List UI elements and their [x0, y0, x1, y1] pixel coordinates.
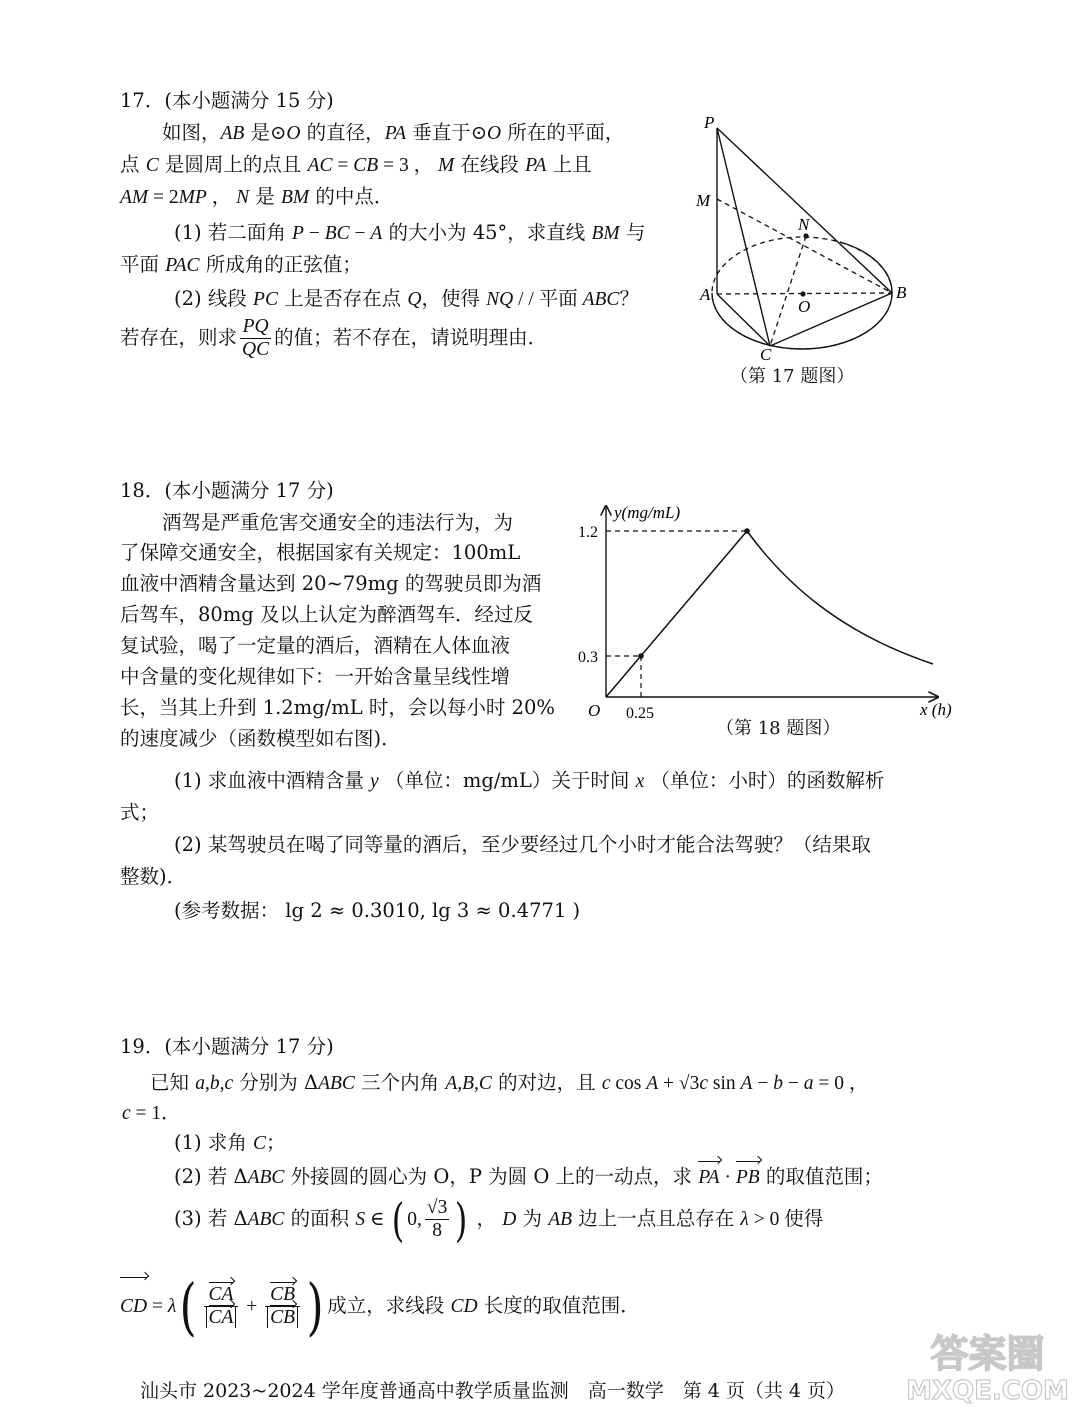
fraction-denominator: 8	[432, 1220, 442, 1241]
q19-line-2	[122, 1098, 181, 1129]
math: cos	[610, 1073, 647, 1094]
text: 分别为 Δ	[233, 1071, 319, 1094]
fraction-denominator	[204, 1307, 239, 1329]
paren-right: )	[455, 1192, 468, 1247]
text: (3) 若 Δ	[174, 1207, 248, 1230]
math: PAC	[165, 255, 200, 276]
math: −	[349, 223, 371, 244]
math: ·	[719, 1167, 736, 1188]
math: x	[635, 771, 645, 792]
q18-para-line-2: 了保障交通安全，根据国家有关规定：100mL	[120, 541, 521, 564]
label-a: A	[700, 285, 711, 304]
math: −	[782, 1073, 804, 1094]
text: 边上一点且总存在	[572, 1207, 741, 1230]
math: AB	[548, 1209, 573, 1230]
math: 0,	[407, 1209, 422, 1230]
text: (2) 若 Δ	[174, 1165, 248, 1188]
text: 点	[120, 153, 146, 176]
watermark-logo	[900, 1332, 1075, 1407]
math: c	[122, 1103, 131, 1124]
abs-bars	[206, 1307, 237, 1328]
text: ？	[619, 287, 639, 310]
q18-part-1	[174, 766, 884, 797]
math: + √3	[658, 1073, 700, 1094]
math: P	[292, 223, 304, 244]
q17-line-1	[162, 118, 624, 149]
fraction-numerator: PQ	[240, 316, 271, 339]
label-p: P	[704, 113, 715, 132]
fraction-denominator	[265, 1307, 300, 1329]
y-axis-label: y(mg/mL)	[614, 503, 681, 522]
q18-para-line-8: 的速度减少（函数模型如右图)．	[120, 727, 401, 750]
q17-part-2-cont	[120, 316, 547, 361]
figure-18-graph	[570, 498, 970, 728]
figure-17-caption: （第 17 题图）	[730, 366, 855, 387]
q18-part-1-cont: 式；	[120, 801, 160, 824]
math: =	[332, 155, 354, 176]
math: ，	[206, 187, 237, 208]
q18-part-2-cont: 整数)．	[120, 865, 187, 888]
math: = 3 ，	[378, 155, 438, 176]
q19-part-2	[174, 1162, 883, 1193]
q18-part-2: (2) 某驾驶员在喝了同等量的酒后，至少要经过几个小时才能合法驾驶？（结果取	[174, 833, 871, 856]
q18-para-line-3: 血液中酒精含量达到 20~79mg 的驾驶员即为酒	[120, 572, 542, 595]
text: 上是否存在点	[277, 287, 408, 310]
abs-bars	[267, 1307, 298, 1328]
text: (1) 若二面角	[174, 221, 293, 244]
text: 长度的取值范围．	[477, 1294, 640, 1317]
text: 垂直于⊙	[406, 121, 488, 144]
q19-part-3	[174, 1194, 823, 1245]
fraction-ca-unit	[204, 1284, 239, 1329]
math: PC	[253, 289, 278, 310]
text: 所成角的正弦值；	[199, 253, 362, 276]
math: Q	[407, 289, 422, 310]
text: 的中点．	[309, 185, 394, 208]
fraction-cb-unit	[265, 1284, 300, 1329]
math: ABC	[247, 1209, 285, 1230]
math: =	[147, 1296, 168, 1317]
point-0.25	[638, 653, 644, 659]
q18-header: 18．(本小题满分 17 分)	[120, 479, 334, 502]
math: > 0 使得	[748, 1209, 824, 1230]
math: = 1．	[130, 1103, 181, 1124]
math: BM	[591, 223, 620, 244]
x-axis-label: x (h)	[920, 700, 952, 719]
math: c	[699, 1073, 709, 1094]
line-mb-dashed	[717, 199, 892, 293]
text: （单位：小时）的函数解析	[644, 769, 885, 792]
math: PA	[384, 123, 406, 144]
math: sin	[708, 1073, 741, 1094]
label-c: C	[760, 345, 772, 364]
label-n: N	[798, 215, 810, 234]
math: AB	[220, 123, 245, 144]
math: c	[601, 1073, 611, 1094]
text: 的取值范围；	[759, 1165, 883, 1188]
math: +	[241, 1296, 263, 1317]
math: λ	[740, 1209, 749, 1230]
q17-line-2	[120, 150, 592, 181]
text: 若存在，则求	[120, 326, 238, 349]
text: 所在的平面，	[501, 121, 625, 144]
q19-part-1	[174, 1128, 286, 1159]
text: （单位：mg/mL）关于时间	[378, 769, 636, 792]
text: 三个内角	[354, 1071, 446, 1094]
y-tick-0.3: 0.3	[578, 649, 598, 666]
math: a	[803, 1073, 814, 1094]
q18-reference: (参考数据： lg 2 ≈ 0.3010, lg 3 ≈ 0.4771 )	[174, 899, 581, 922]
line-bc	[770, 293, 892, 346]
math: A	[646, 1073, 659, 1094]
math: y	[370, 771, 379, 792]
line-pb	[717, 128, 892, 293]
q18-para-line-5: 复试验，喝了一定量的酒后，酒精在人体血液	[120, 634, 511, 657]
math: ABC	[318, 1073, 355, 1094]
q19-line-1	[150, 1068, 868, 1099]
text: 与	[619, 221, 646, 244]
paren-left: (	[179, 1269, 197, 1343]
math: CB	[353, 155, 379, 176]
text: ；	[266, 1131, 286, 1154]
math: BC	[324, 223, 350, 244]
math: A	[740, 1073, 753, 1094]
text: 平面	[120, 253, 166, 276]
vector-cb: CB	[270, 1284, 296, 1305]
figure-17	[690, 108, 930, 398]
fraction-denominator: QC	[242, 339, 270, 360]
vector-pa: PA	[698, 1163, 719, 1193]
text: 是⊙	[244, 121, 287, 144]
text: (1) 求角	[174, 1131, 254, 1154]
text: 外接圆的圆心为 O，P 为圆 O 上的一动点，求	[284, 1165, 699, 1188]
text: 上且	[546, 153, 592, 176]
text: (2) 线段	[174, 287, 254, 310]
math: S	[355, 1209, 366, 1230]
math: O	[286, 123, 301, 144]
q17-line-3	[120, 182, 393, 213]
fraction-pq-qc	[240, 316, 271, 361]
x-tick-0.25: 0.25	[626, 705, 654, 722]
line-ac	[717, 294, 770, 346]
y-tick-1.2: 1.2	[578, 524, 598, 541]
math: M	[437, 155, 455, 176]
text: 如图，	[162, 121, 221, 144]
line-pc	[717, 128, 770, 346]
math: A,B,C	[445, 1073, 492, 1094]
text: 已知	[150, 1071, 196, 1094]
text: ，	[470, 1207, 503, 1230]
math: MP	[178, 187, 207, 208]
math: C	[253, 1133, 267, 1154]
text: ，使得	[421, 287, 487, 310]
math: D	[502, 1209, 517, 1230]
text: 的对边，且	[491, 1071, 602, 1094]
q18-para-line-6: 中含量的变化规律如下：一开始含量呈线性增	[120, 665, 511, 688]
vector-ca: CA	[208, 1284, 234, 1305]
text: 是圆周上的点且	[158, 153, 308, 176]
math: N	[236, 187, 250, 208]
text: 的值；若不存在，请说明理由．	[274, 326, 548, 349]
math: AM	[120, 187, 149, 208]
vector-cd: CD	[120, 1279, 147, 1335]
q19-part-3-cont	[120, 1269, 640, 1343]
math: PA	[525, 155, 547, 176]
watermark-text: 答案圈	[930, 1332, 1045, 1376]
text: 在线段	[454, 153, 526, 176]
text: 为	[516, 1207, 549, 1230]
paren-right: )	[306, 1269, 324, 1343]
point-o	[800, 291, 805, 296]
fraction-sqrt3-8	[425, 1197, 449, 1242]
decay-curve	[747, 531, 933, 664]
q17-part-2	[174, 284, 639, 315]
q18-para-line-1: 酒驾是严重危害交通安全的违法行为，为	[162, 511, 514, 534]
label-b: B	[896, 283, 907, 302]
math: / / 平面	[513, 289, 583, 310]
math: ABC	[247, 1167, 285, 1188]
math: = 0 ，	[813, 1073, 869, 1094]
math: A	[370, 223, 383, 244]
math: NQ	[486, 289, 514, 310]
figure-18-caption: （第 18 题图）	[716, 718, 841, 739]
q18-para-line-4: 后驾车，80mg 及以上认定为醉酒驾车．经过反	[120, 603, 533, 626]
text: 成立，求线段	[327, 1294, 451, 1317]
text: (1) 求血液中酒精含量	[174, 769, 371, 792]
math: −	[303, 223, 325, 244]
fraction-numerator: √3	[426, 1197, 448, 1218]
vector-cb-magnitude: CB	[270, 1307, 296, 1328]
paren-left: (	[391, 1192, 405, 1247]
text: 是	[249, 185, 281, 208]
page-footer: 汕头市 2023~2024 学年度普通高中教学质量监测 高一数学 第 4 页（共 4 页）	[140, 1380, 846, 1402]
q17-part-1-cont	[120, 250, 362, 281]
label-m: M	[696, 191, 711, 210]
text: 的面积	[284, 1207, 356, 1230]
origin-label: O	[588, 701, 601, 720]
vector-ca-magnitude: CA	[208, 1307, 234, 1328]
point-n	[803, 233, 808, 238]
math: AC	[307, 155, 333, 176]
math: −	[752, 1073, 774, 1094]
math: b	[773, 1073, 783, 1094]
text: 的大小为 45°，求直线	[382, 221, 592, 244]
vector-pb: PB	[736, 1163, 760, 1193]
math: ABC	[582, 289, 620, 310]
point-peak	[744, 528, 750, 534]
math: = 2	[148, 187, 179, 208]
q19-header: 19．(本小题满分 17 分)	[120, 1035, 334, 1058]
math: a,b,c	[195, 1073, 234, 1094]
math: ∈	[365, 1209, 390, 1230]
line-nc-dashed	[770, 236, 806, 346]
q17-header: 17．(本小题满分 15 分)	[120, 89, 334, 112]
text: 的直径，	[300, 121, 385, 144]
math: CD	[450, 1296, 478, 1317]
watermark-url: MXQE.COM	[906, 1376, 1069, 1406]
label-o: O	[798, 297, 811, 316]
math: C	[145, 155, 159, 176]
linear-segment	[606, 531, 747, 697]
math: BM	[281, 187, 310, 208]
q18-para-line-7: 长，当其上升到 1.2mg/mL 时，会以每小时 20%	[120, 696, 555, 719]
math: O	[487, 123, 502, 144]
q17-part-1	[174, 218, 645, 249]
math: λ	[167, 1296, 177, 1317]
